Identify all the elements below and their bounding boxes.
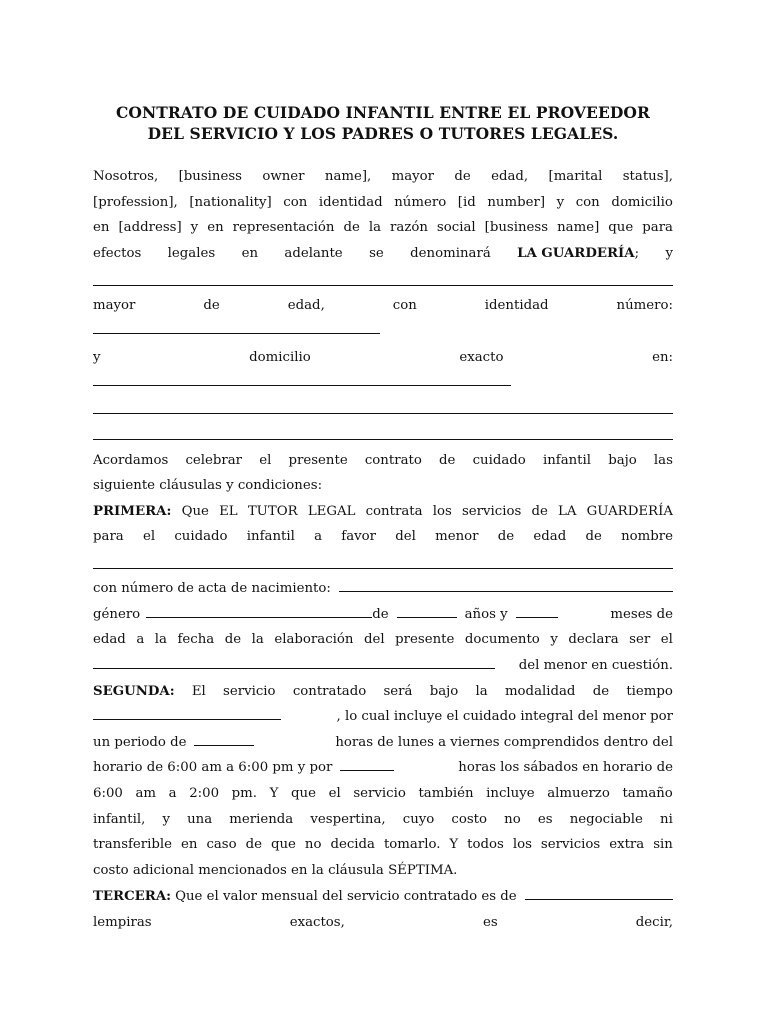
word: documento [464,632,540,647]
address-blank-1 [93,371,511,386]
word: y [93,350,101,365]
word: ni [660,812,673,827]
p1-line-2 [93,190,673,216]
word: [business [484,220,549,235]
word: la [368,220,382,235]
word: los [512,837,532,852]
modality-blank [93,705,281,720]
word: presente [395,632,455,647]
word: 6:00 [93,786,123,801]
word: del [364,632,385,647]
weekday-hours-blank [194,731,254,746]
word: de [592,684,610,699]
word: presente [288,453,348,468]
word: a [168,786,177,801]
word: razón [390,220,428,235]
birth-cert-label: con número de acta de nacimiento: [93,581,331,596]
word: servicio [353,786,406,801]
word: que [608,220,634,235]
primera-line-2 [93,524,673,550]
word: [id [457,195,476,210]
schedule-text: horario de 6:00 am a 6:00 pm y por [93,760,333,775]
word: lempiras [93,915,152,930]
monthly-value-blank [525,885,673,900]
word: denominará [410,246,491,261]
word: Y [449,837,459,852]
word: tiempo [626,684,673,699]
word: los [432,504,452,519]
word: am [135,786,157,801]
birth-cert-blank [339,577,673,592]
years-blank [397,603,457,618]
saturday-hours-blank [340,756,394,771]
word: legales [167,246,216,261]
tercera-line-1 [93,884,673,910]
word: identidad [318,195,383,210]
word: cuyo [402,812,435,827]
title-line-2: DEL SERVICIO Y LOS PADRES O TUTORES LEGALES. [147,124,619,143]
word: es [537,812,553,827]
word: vespertina, [310,812,386,827]
word: contrato [364,453,422,468]
word: Nosotros, [93,169,159,184]
word: elaboración [274,632,354,647]
word: celebrar [185,453,243,468]
word: del [395,529,416,544]
segunda-line-4 [93,755,673,781]
word: servicio [223,684,276,699]
word: número: [616,298,673,313]
word: el [142,529,156,544]
word: servicios [461,504,522,519]
word: de [497,529,515,544]
word: en [181,837,198,852]
word: Acordamos [93,453,169,468]
word: nombre [621,529,673,544]
segunda-line-3 [93,730,673,756]
word: [business [178,169,242,184]
word: en [93,220,110,235]
word: LEGAL [307,504,356,519]
p2-line-1 [93,448,673,474]
word: edad, [491,169,529,184]
word: para [642,220,673,235]
birth-cert-line [93,576,673,602]
word: de [224,632,242,647]
word: con [392,298,417,313]
word: GUARDERÍA [586,504,673,519]
weekday-text: horas de lunes a viernes comprendidos dentro del [335,735,673,750]
word: TUTOR [247,504,298,519]
word: EL [219,504,238,519]
word: [nationality] [189,195,272,210]
word: 2:00 [189,786,220,801]
word: de [585,529,602,544]
word: será [383,684,413,699]
word: en [241,246,259,261]
document-title [93,102,673,144]
word: edad, [287,298,325,313]
p1-line-6 [93,345,673,371]
word: y [550,632,558,647]
word: name], [324,169,372,184]
word: contratado [292,684,367,699]
segunda-line-5 [93,781,673,807]
saturday-text: horas los sábados en horario de [458,760,673,775]
word: en [207,220,224,235]
segunda-line-1 [93,679,673,705]
relationship-line [93,653,673,679]
p2-line-2: siguiente cláusulas y condiciones: [93,478,323,493]
word: decir, [635,915,673,930]
word: costo [451,812,488,827]
word: edad [533,529,567,544]
p1-line-4 [93,241,673,267]
word: que [291,786,316,801]
word: exacto [459,350,504,365]
id-number-blank [93,319,380,334]
word: identidad [484,298,549,313]
word: el [328,786,341,801]
word: la [154,632,167,647]
word: modalidad [504,684,576,699]
word: de [439,453,456,468]
word: efectos [93,246,142,261]
word: todos [467,837,504,852]
word: [marital [548,169,603,184]
word: infantil [246,529,295,544]
word: fecha [177,632,215,647]
segunda-line-8: costo adicional mencionados en la cláusula SÉPTIMA. [93,863,458,878]
gender-label: género [93,607,141,622]
word: y [556,195,565,210]
word: infantil [542,453,592,468]
word: a [314,529,323,544]
word: cuidado [472,453,526,468]
word: Que [181,504,209,519]
word: ser [629,632,651,647]
word: LA [558,504,577,519]
years-label: años y [464,607,508,622]
word: El [191,684,206,699]
word: una [187,812,213,827]
word: owner [262,169,305,184]
word: [address] [118,220,182,235]
word: que [270,837,296,852]
gender-blank [146,603,372,618]
guarderia-party-label: LA GUARDERÍA; [517,246,640,261]
word: sin [653,837,673,852]
p1-line-1 [93,164,673,190]
months-label: meses de [610,607,673,622]
word: Y [269,786,279,801]
word: decida [330,837,375,852]
word: mayor [391,169,435,184]
address-blank-3 [93,439,673,440]
word: pm. [231,786,258,801]
word: caso [206,837,237,852]
word: de [245,837,263,852]
word: [profession], [93,195,178,210]
word: se [369,246,384,261]
word: number] [487,195,546,210]
word: de [343,220,360,235]
address-line [93,370,673,396]
word: edad [93,632,126,647]
word: status], [622,169,673,184]
relationship-blank [93,654,495,669]
word: y [190,220,199,235]
word: tomarlo. [383,837,441,852]
tercera-line-2 [93,910,673,936]
word: el [259,453,272,468]
word: número [394,195,447,210]
word: es [482,915,498,930]
word: no [304,837,322,852]
primera-line-5 [93,627,673,653]
word: negociable [569,812,643,827]
word: representación [232,220,335,235]
word: bajo [429,684,459,699]
word: adelante [284,246,343,261]
period-label: un periodo de [93,735,187,750]
word: exactos, [289,915,345,930]
word: contrata [365,504,423,519]
primera-label: PRIMERA: [93,504,172,519]
word: favor [341,529,377,544]
segunda-label: SEGUNDA: [93,684,175,699]
word: no [504,812,521,827]
word: de [203,298,220,313]
word: social [436,220,476,235]
word: a [136,632,145,647]
gender-age-line [93,602,673,628]
segunda-line-2 [93,704,673,730]
monthly-value-text: Que el valor mensual del servicio contratado es de [175,889,517,904]
word: merienda [229,812,294,827]
word: almuerzo [547,786,610,801]
minor-text: del menor en cuestión. [518,658,673,673]
word: extra [609,837,645,852]
word: domicilio [249,350,311,365]
primera-line-1 [93,499,673,525]
word: en: [652,350,673,365]
word: cuidado [174,529,228,544]
word: tamaño [622,786,673,801]
word: con [575,195,600,210]
word: el [660,632,673,647]
word: incluye [486,786,535,801]
word: servicios [540,837,601,852]
word: con [283,195,308,210]
word: la [475,684,488,699]
word: transferible [93,837,173,852]
id-number-line [93,318,673,344]
p1-line-3 [93,215,673,241]
word: bajo [608,453,637,468]
word: mayor [93,298,136,313]
tercera-label: TERCERA: [93,889,172,904]
p1-line-5 [93,293,673,319]
child-name-blank [93,568,673,569]
word: y [162,812,170,827]
tutor-name-blank [93,285,673,286]
word: name] [557,220,600,235]
word: de [531,504,548,519]
title-line-1: CONTRATO DE CUIDADO INFANTIL ENTRE EL PROVEEDOR [115,103,651,122]
segunda-line-7 [93,832,673,858]
months-blank [516,603,558,618]
address-blank-2 [93,413,673,414]
segunda-line-6 [93,807,673,833]
word: y [665,246,673,261]
word: las [653,453,673,468]
word: menor [435,529,479,544]
age-de-label: de [372,607,389,622]
word: de [454,169,471,184]
integral-care-text: , lo cual incluye el cuidado integral del menor por [336,709,673,724]
word: domicilio [611,195,673,210]
word: declara [568,632,619,647]
word: infantil, [93,812,146,827]
word: también [418,786,474,801]
word: la [251,632,264,647]
word: para [93,529,124,544]
